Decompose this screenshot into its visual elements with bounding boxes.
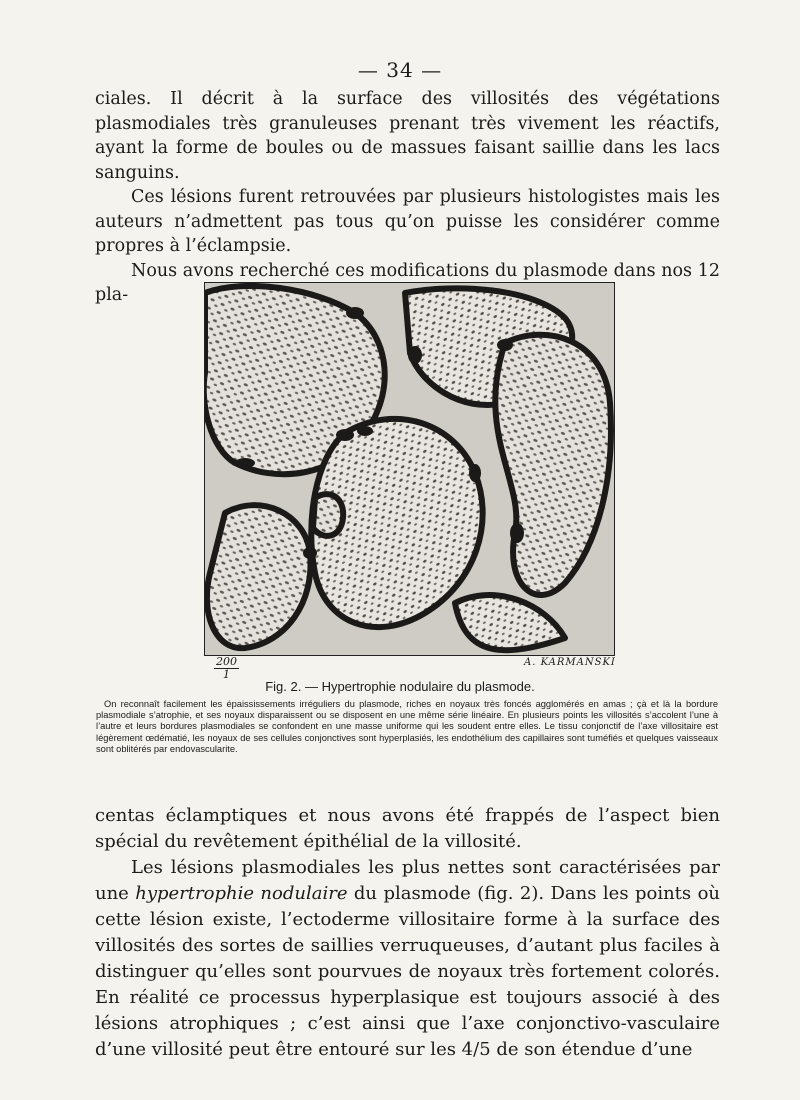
paragraph: centas éclamptiques et nous avons été frappés de l’aspect bien spécial du revêtement épithélial de la villosité.	[95, 805, 720, 852]
figure-caption: Fig. 2. — Hypertrophie nodulaire du plasmode.	[265, 679, 535, 694]
paragraph-text-end: du plasmode (fig. 2). Dans les points où cette lésion existe, l’ectoderme villositaire forme à la surface des villosités des sortes de saillies verruqueuses, d’autant plus faciles à distinguer qu’elles sont pourvues de noyaux très fortement colorés. En réalité ce processus hyperplasique est toujours associé à des lésions atrophiques ; c’est ainsi que l’axe conjonctivo-vasculaire d’une villosité peut être entouré sur les 4/5 de son étendue d’une	[95, 883, 721, 1060]
figure-legend-text: On reconnaît facilement les épaississements irréguliers du plasmode, riches en noyaux très foncés agglomérés en amas ; çà et là la bordure plasmodiale s’atrophie, et ses noyaux disparaissent ou se disposent en une même série linéaire. En plusieurs points les villosités s’accolent l’une à l’autre et leurs bordures plasmodiales se confondent en une masse uniforme qui les soudent entre elles. Le tissu conjonctif de l’axe villositaire est légèrement œdématié, les noyaux de ses cellules conjonctives sont hyperplasiés, les endothélium des capillaires sont tuméfiés et quelques vaisseaux sont oblitérés par endovascularite.	[96, 699, 718, 754]
paragraph-text-start: Les lésions plasmodiales les plus nettes sont caractérisées par une	[95, 857, 720, 904]
artist-signature: A. KARMANSKI	[524, 657, 616, 668]
paragraph-with-italic	[95, 855, 720, 1063]
histology-illustration	[205, 283, 614, 655]
italic-term: hypertrophie nodulaire	[135, 883, 348, 904]
bottom-text-block	[95, 803, 720, 1063]
figure-legend	[96, 699, 718, 755]
page-number: — 34 —	[357, 58, 443, 82]
magnification-label	[214, 656, 239, 681]
paragraph-continued: ciales. Il décrit à la surface des villosités des végétations plasmodiales très granuleuses prenant très vivement les réactifs, ayant la forme de boules ou de massues faisant saillie dans les lacs sanguins.	[95, 89, 720, 183]
top-text-block	[95, 87, 720, 308]
magnification-denominator: 1	[223, 668, 230, 681]
magnification-numerator: 200	[216, 655, 237, 668]
histology-figure	[204, 282, 615, 656]
paragraph: Ces lésions furent retrouvées par plusieurs histologistes mais les auteurs n’admettent pas tous qu’on puisse les considérer comme propres à l’éclampsie.	[95, 187, 720, 256]
paragraph: Nous avons recherché ces modifications du plasmode dans nos 12 pla-	[95, 260, 720, 305]
